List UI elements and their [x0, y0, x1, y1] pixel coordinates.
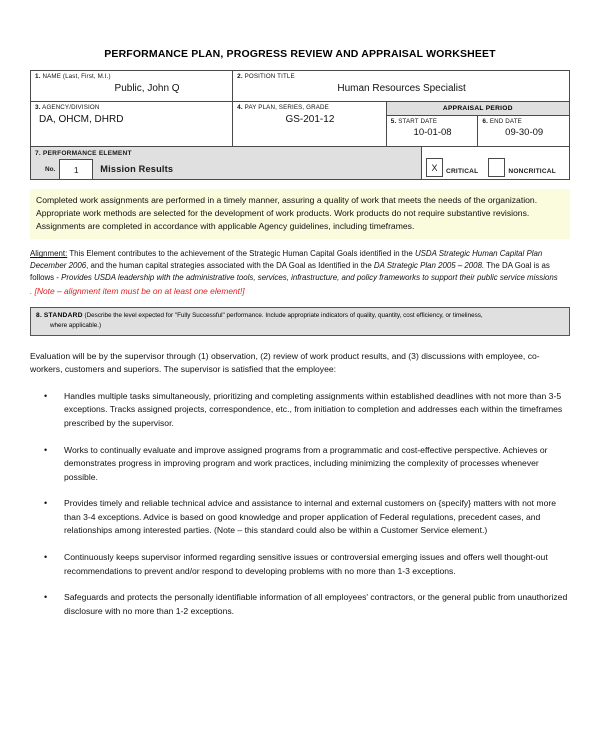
- alignment-part1: This Element contributes to the achievement of the Strategic Human Capital Goals identified in the: [67, 249, 415, 259]
- critical-checkbox[interactable]: X: [426, 158, 443, 177]
- field-name-label: 1. NAME (Last, First, M.I.): [35, 73, 111, 80]
- standard-label: STANDARD: [43, 312, 83, 320]
- field-position-title-cell: [233, 71, 570, 102]
- alignment-paragraph: [30, 248, 570, 297]
- alignment-italic3: Provides USDA leadership with the administrative tools, services, infrastructure, and policy frameworks to support their public service missions: [61, 272, 558, 282]
- field-end-date-label: 6. END DATE: [482, 118, 522, 125]
- field-pay-plan-label: 4. PAY PLAN, SERIES, GRADE: [237, 104, 329, 111]
- field-agency-division-label: 3. AGENCY/DIVISION: [35, 104, 100, 111]
- field-start-date-label: 5. START DATE: [390, 118, 438, 125]
- performance-element-row: [31, 159, 421, 179]
- noncritical-checkbox[interactable]: [488, 158, 505, 177]
- element-number-label: No.: [45, 165, 56, 173]
- list-item: • Provides timely and reliable technical advice and assistance to internal and external customers on {specify} matters with not more than 3-4 exceptions. Advice is based on good knowledge and proper application of Federal regulations, precedent cases, and relationships among interested parties. (Note – this standard could also be within a Customer Service element.): [30, 497, 570, 538]
- critical-label: CRITICAL: [446, 168, 479, 175]
- element-description-highlighted: Completed work assignments are performed in a timely manner, assuring a quality of work that meets the needs of the organization. Appropriate work methods are selected for the development of work products. Work products do not require substantive revisions. Assignments are completed in accordance with applicable Agency guidelines, including timeframes.: [30, 189, 570, 239]
- alignment-italic1: USDA Strategic Human Capital Plan December 2006: [30, 249, 543, 271]
- alignment-italic2: DA Strategic Plan 2005 – 2008.: [373, 261, 485, 271]
- field-pay-plan-value: GS-201-12: [285, 114, 335, 125]
- standard-number: 8.: [36, 312, 43, 320]
- appraisal-period-header-cell: [386, 102, 569, 116]
- critical-group: [422, 158, 484, 179]
- evaluation-intro: Evaluation will be by the supervisor through (1) observation, (2) review of work product results, and (3) discussions with employee, co-workers, customers and superiors. The supervisor is satisfied that the employee:: [30, 350, 540, 375]
- field-position-title-value: Human Resources Specialist: [337, 83, 466, 94]
- list-item: • Continuously keeps supervisor informed regarding sensitive issues or controversial emerging issues and offers well thought-out recommendations to prevent and/or respond to developing problems with no more than 1-3 exceptions.: [30, 551, 570, 578]
- field-pay-plan-cell: [233, 102, 387, 147]
- performance-element-band: [30, 146, 570, 180]
- element-number-value: 1: [59, 159, 93, 179]
- table-row: [31, 71, 570, 102]
- list-item: • Handles multiple tasks simultaneously, prioritizing and completing assignments within established deadlines with not more than 3-5 exceptions. Tracks assigned projects, correspondence, etc., from initiation to completion and addresses each within the timeframes prescribed by the supervisor.: [30, 390, 570, 431]
- field-end-date-cell: [478, 116, 570, 147]
- field-start-date-cell: [386, 116, 478, 147]
- field-start-date-value: 10-01-08: [413, 127, 452, 138]
- field-name-value: Public, John Q: [114, 83, 180, 94]
- header-form-table: [30, 70, 570, 147]
- standard-section-header: [30, 307, 570, 335]
- field-agency-division-cell: [31, 102, 233, 147]
- evaluation-bullet-list: [30, 390, 570, 619]
- field-position-title-label: 2. POSITION TITLE: [237, 73, 295, 80]
- list-item: • Works to continually evaluate and improve assigned programs from a programmatic and cost-effective perspective. Achieves or demonstrates progress in improving program and work practices, including minimizing the complexity of processes whenever possible.: [30, 444, 570, 485]
- appraisal-period-header: APPRAISAL PERIOD: [387, 102, 569, 115]
- performance-element-left: [30, 146, 422, 180]
- noncritical-label: NONCRITICAL: [508, 168, 556, 175]
- table-row: [31, 102, 570, 116]
- page-title: PERFORMANCE PLAN, PROGRESS REVIEW AND APPRAISAL WORKSHEET: [104, 48, 496, 60]
- alignment-note: . [Note – alignment item must be on at least one element!]: [30, 285, 245, 296]
- alignment-part3: The DA Goal is as follows -: [30, 261, 550, 282]
- alignment-heading: Alignment:: [30, 249, 68, 259]
- alignment-part2: , and the human capital strategies associated with the DA Goal as Identified in the: [86, 261, 374, 271]
- field-name-cell: [31, 71, 233, 102]
- list-item: • Safeguards and protects the personally identifiable information of all employees' contractors, or the general public from unauthorized disclosure with no more than 1-2 exceptions.: [30, 591, 570, 618]
- standard-instruction-line2: where applicable.): [50, 322, 102, 330]
- element-name-value: Mission Results: [100, 164, 174, 174]
- performance-element-section-header: 7. PERFORMANCE ELEMENT: [35, 150, 132, 157]
- criticality-selector: [422, 146, 570, 180]
- field-end-date-value: 09-30-09: [505, 127, 544, 138]
- field-agency-division-value: DA, OHCM, DHRD: [39, 114, 124, 125]
- standard-instruction-line1: (Describe the level expected for "Fully Successful" performance. Include appropriate indicators of quality, quantity, cost efficiency, or timeliness,: [84, 312, 483, 320]
- noncritical-group: [484, 158, 562, 179]
